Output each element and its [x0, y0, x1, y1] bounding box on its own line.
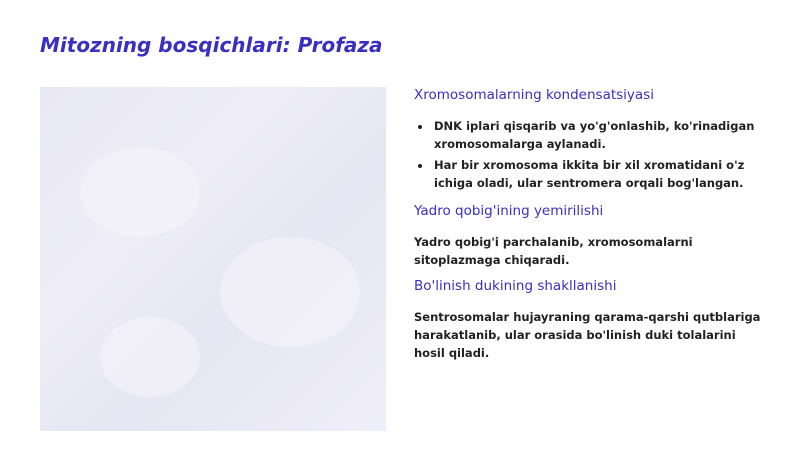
condensation-bullet-list [414, 118, 766, 192]
nuclear-envelope-text: Yadro qobig'i parchalanib, xromosomalarni sitoplazmaga chiqaradi. [414, 235, 693, 267]
content-column [414, 86, 766, 362]
list-item: DNK iplari qisqarib va yo'g'onlashib, ko'rinadigan xromosomalarga aylanadi. [414, 118, 766, 153]
section-heading-spindle: Bo'linish dukining shakllanishi [414, 278, 617, 294]
slide-title: Mitozning bosqichlari: Profaza [40, 33, 383, 57]
section-heading-nuclear-envelope: Yadro qobig'ining yemirilishi [414, 203, 604, 219]
illustration-image [40, 87, 386, 431]
list-item: Har bir xromosoma ikkita bir xil xromatidani o'z ichiga oladi, ular sentromera orqali bog'langan. [414, 157, 766, 192]
section-heading-condensation: Xromosomalarning kondensatsiyasi [414, 87, 654, 103]
spindle-text: Sentrosomalar hujayraning qarama-qarshi qutblariga harakatlanib, ular orasida bo'linish duki tolalarini hosil qiladi. [414, 310, 761, 360]
